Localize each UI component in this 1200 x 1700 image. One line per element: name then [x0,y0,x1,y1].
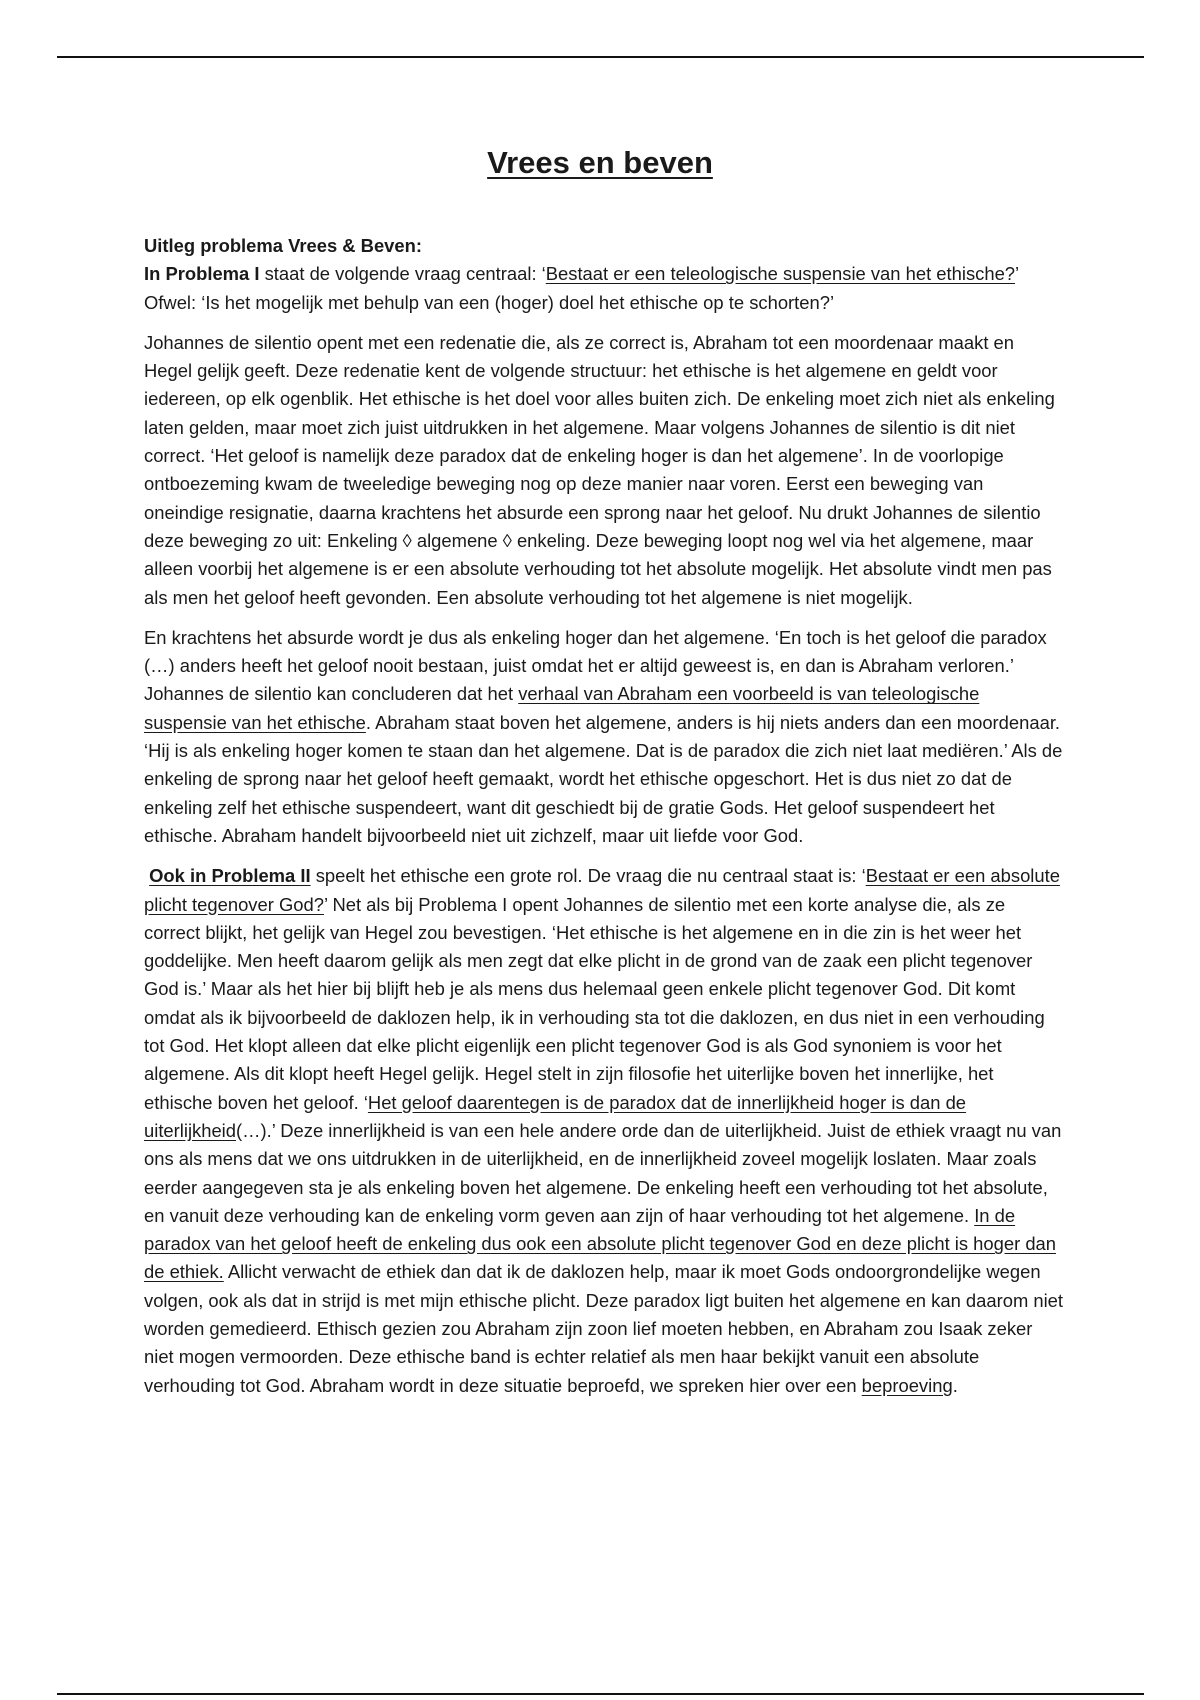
paragraph-krachtens-absurde [144,624,1064,850]
paragraph-problema-2 [144,862,1064,1400]
section-heading-text: Uitleg problema Vrees & Beven: [144,235,422,256]
paragraph-redenatie: Johannes de silentio opent met een redenatie die, als ze correct is, Abraham tot een moordenaar maakt en Hegel gelijk geeft. Deze redenatie kent de volgende structuur: het ethische is het algemene en geldt voor iedereen, op elk ogenblik. Het ethische is het doel voor alles buiten zich. De enkeling moet zich niet als enkeling laten gelden, maar moet zich juist uitdrukken in het algemene. Maar volgens Johannes de silentio is dit niet correct. ‘Het geloof is namelijk deze paradox dat de enkeling hoger is dan het algemene’. In de voorlopige ontboezeming kwam de tweeledige beweging nog op deze manier naar voren. Eerst een beweging van oneindige resignatie, daarna krachtens het absurde een sprong naar het geloof. Nu drukt Johannes de silentio deze beweging zo uit: Enkeling ◊ algemene ◊ enkeling. Deze beweging loopt nog wel via het algemene, maar alleen voorbij het algemene is er een absolute verhouding tot het absolute mogelijk. Het absolute vindt men pas als men het geloof heeft gevonden. Een absolute verhouding tot het algemene is niet mogelijk. [144,331,1055,608]
p1-text-2: ’ Ofwel: ‘Is het mogelijk met behulp van een (hoger) doel het ethische op te schorten?’ [144,263,1019,313]
p4-underlined-beproeving: beproeving [861,1374,953,1396]
p4-text-2: ’ Net als bij Problema I opent Johannes de silentio met een korte analyse die, als ze correct blijkt, het gelijk van Hegel zou bevestigen. ‘Het ethische is het algemene en in die zin is het weer het goddelijke. Men heeft daarom gelijk als men zegt dat elke plicht in de grond van de zaak een plicht tegenover God is.’ Maar als het hier bij blijft heb je als mens dus helemaal geen enkele plicht tegenover God. Dit komt omdat als ik bijvoorbeeld de daklozen help, ik in verhouding sta tot die daklozen, en dus niet in een verhouding tot God. Het klopt alleen dat elke plicht eigenlijk een plicht tegenover God is als God synoniem is voor het algemene. Als dit klopt heeft Hegel gelijk. Hegel stelt in zijn filosofie het uiterlijke boven het innerlijke, het ethische boven het geloof. ‘ [144,893,1045,1113]
page-title-text: Vrees en beven [487,145,713,180]
p4-underlined-plicht: In de paradox van het geloof heeft de enkeling dus ook een absolute plicht tegenover God en deze plicht is hoger dan de ethiek. [144,1204,1057,1283]
problema-1-question: Bestaat er een teleologische suspensie van het ethische? [545,263,1016,285]
p3-text-1: En krachtens het absurde wordt je dus als enkeling hoger dan het algemene. ‘En toch is het geloof die paradox (…) anders heeft het geloof nooit bestaan, juist omdat het er altijd geweest is, en dan is Abraham verloren.’ Johannes de silentio kan concluderen dat het [144,626,1047,705]
p3-text-2: . Abraham staat boven het algemene, anders is hij niets anders dan een moordenaar. ‘Hij is als enkeling hoger komen te staan dan het algemene. Dat is de paradox die zich niet laat mediëren.’ Als de enkeling de sprong naar het geloof heeft gemaakt, wordt het ethische opgeschort. Het is dus niet zo dat de enkeling zelf het ethische suspendeert, want dit geschiedt bij de gratie Gods. Het geloof suspendeert het ethische. Abraham handelt bijvoorbeeld niet uit zichzelf, maar uit liefde voor God. [144,711,1063,846]
p4-text-1: speelt het ethische een grote rol. De vraag die nu centraal staat is: ‘ [310,865,866,887]
p4-text-5: . [952,1374,958,1396]
bottom-rule [57,1693,1144,1695]
top-rule [57,56,1144,58]
document-body [144,232,1064,1412]
p4-text-3: (…).’ Deze innerlijkheid is van een hele andere orde dan de uiterlijkheid. Juist de ethiek vraagt nu van ons als mens dat we ons uitdrukken in de uiterlijkheid, en de innerlijkheid zoveel mogelijk loslaten. Maar zoals eerder aangegeven sta je als enkeling boven het algemene. De enkeling heeft een verhouding tot het absolute, en vanuit deze verhouding kan de enkeling vorm geven aan zijn of haar verhouding tot het algemene. [144,1119,1062,1226]
p4-underlined-paradox: Het geloof daarentegen is de paradox dat de innerlijkheid hoger is dan de uiterlijkheid [144,1091,967,1141]
p3-underlined-conclusion: verhaal van Abraham een voorbeeld is van teleologische suspensie van het ethische [144,683,980,733]
paragraph-problema-1-intro [144,260,1064,317]
problema-1-lead: In Problema I [144,263,260,285]
problema-2-question: Bestaat er een absolute plicht tegenover God? [144,865,1060,915]
problema-2-lead: Ook in Problema II [149,865,311,887]
p1-text-1: staat de volgende vraag centraal: ‘ [259,263,546,285]
section-heading [144,232,1064,260]
page-title [0,145,1200,181]
p4-text-4: Allicht verwacht de ethiek dan dat ik de daklozen help, maar ik moet Gods ondoorgrondelijke wegen volgen, ook als dat in strijd is met mijn ethische plicht. Deze paradox ligt buiten het algemene en kan daarom niet worden gemedieerd. Ethisch gezien zou Abraham zijn zoon lief moeten hebben, en Abraham zou Isaak zeker niet mogen vermoorden. Deze ethische band is echter relatief als men haar bekijkt vanuit een absolute verhouding tot God. Abraham wordt in deze situatie beproefd, we spreken hier over een [144,1261,1064,1396]
